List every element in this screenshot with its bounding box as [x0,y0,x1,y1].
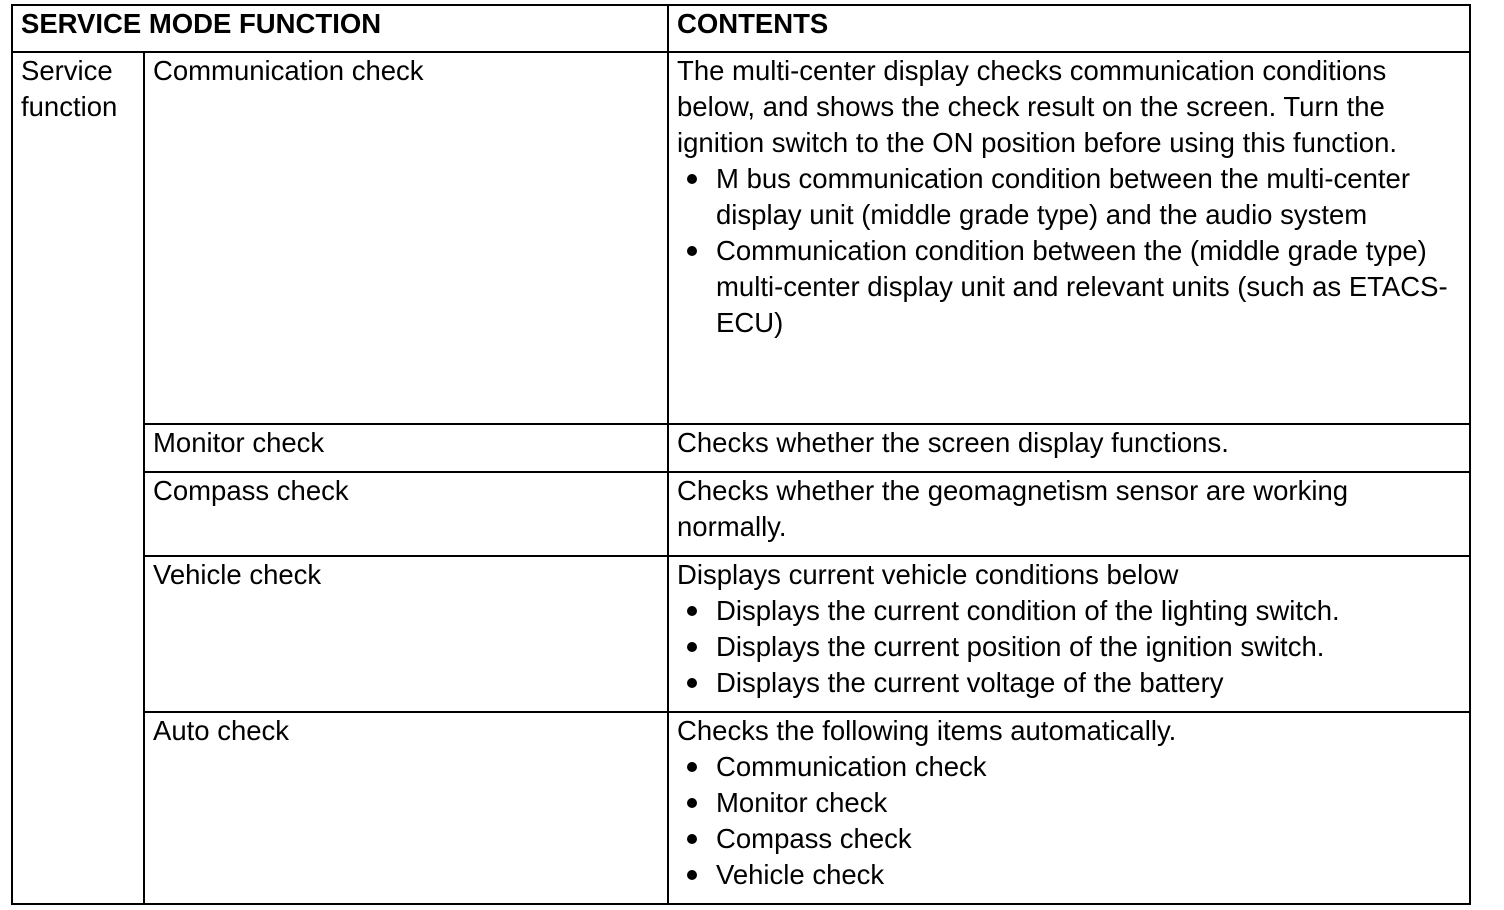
function-name: Monitor check [144,424,668,472]
table-row-compass-check [12,472,1470,556]
header-row [12,5,1470,52]
contents-bullet-list [677,749,1461,893]
bullet-item: Communication check [677,749,1461,785]
function-name: Communication check [144,52,668,424]
bullet-item: Compass check [677,821,1461,857]
group-label-line2: function [21,91,118,122]
bullet-item: Displays the current position of the ignition switch. [677,629,1461,665]
contents-intro: Checks whether the screen display functions. [677,427,1229,458]
table-row-auto-check [12,712,1470,904]
function-name: Vehicle check [144,556,668,712]
contents-bullet-list [677,593,1461,701]
header-contents: CONTENTS [668,5,1470,52]
contents-bullet-list [677,161,1461,341]
bullet-item: Vehicle check [677,857,1461,893]
contents-intro: The multi-center display checks communication conditions below, and shows the check result on the screen. Turn the ignition switch to the ON position before using this function. [677,55,1397,158]
contents-intro: Displays current vehicle conditions below [677,559,1179,590]
function-contents [668,424,1470,472]
function-contents [668,556,1470,712]
table-row-vehicle-check [12,556,1470,712]
bullet-item: Displays the current voltage of the battery [677,665,1461,701]
function-contents [668,52,1470,424]
bullet-item: Communication condition between the (middle grade type) multi-center display unit and relevant units (such as ETACS-ECU) [677,233,1461,341]
function-name: Auto check [144,712,668,904]
contents-intro: Checks the following items automatically. [677,715,1177,746]
table-row-monitor-check [12,424,1470,472]
function-contents [668,472,1470,556]
table-row-communication-check [12,52,1470,424]
bullet-item: Displays the current condition of the lighting switch. [677,593,1461,629]
function-name: Compass check [144,472,668,556]
contents-intro: Checks whether the geomagnetism sensor are working normally. [677,475,1349,542]
group-label [12,52,144,904]
header-function: SERVICE MODE FUNCTION [12,5,668,52]
bullet-item: M bus communication condition between the multi-center display unit (middle grade type) and the audio system [677,161,1461,233]
bullet-item: Monitor check [677,785,1461,821]
service-mode-table [11,4,1471,905]
group-label-line1: Service [21,55,113,86]
function-contents [668,712,1470,904]
